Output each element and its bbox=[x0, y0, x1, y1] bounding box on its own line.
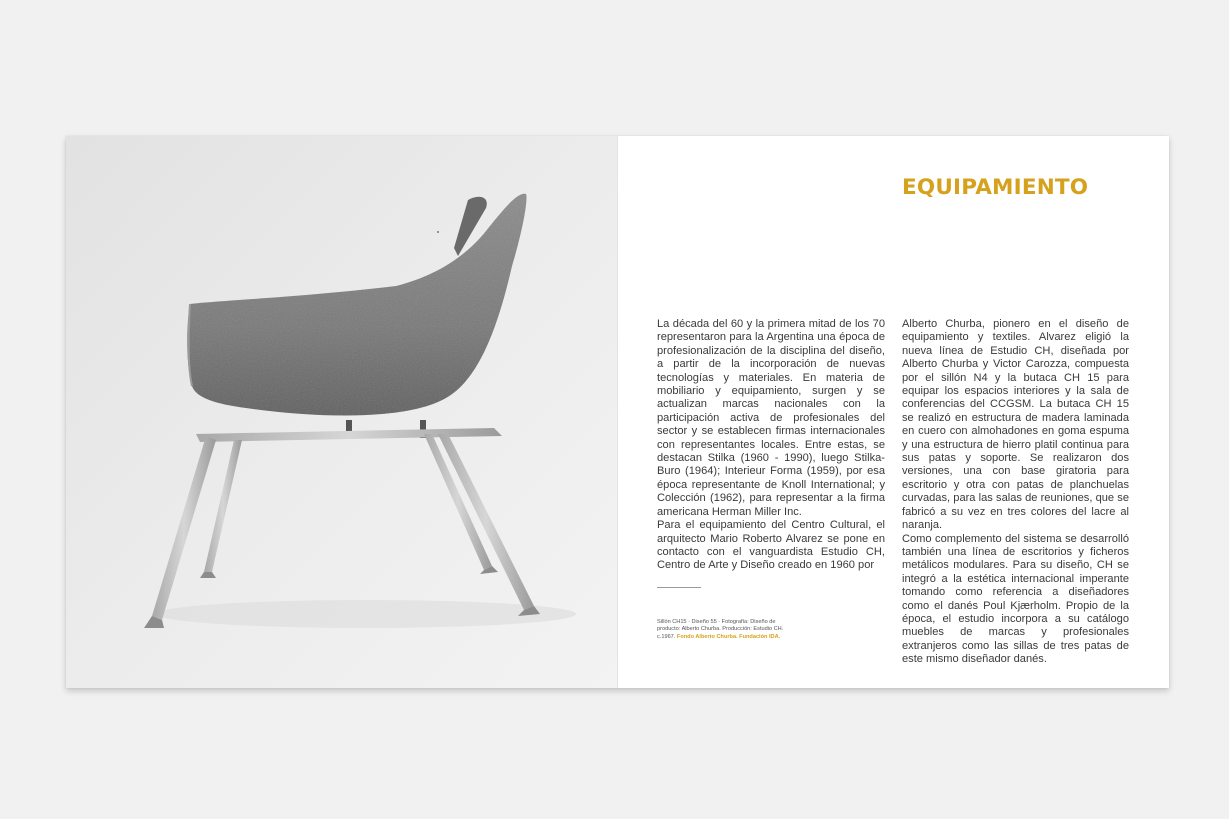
page-title: EQUIPAMIENTO bbox=[902, 175, 1089, 200]
body-column-right bbox=[902, 318, 1129, 667]
body-column-left bbox=[657, 318, 885, 573]
body-paragraph: Para el equipamiento del Centro Cultural, el arquitecto Mario Roberto Alvarez se pone en contacto con el vanguardista Estudio CH, Centro de Arte y Diseño creado en 1960 por bbox=[657, 519, 885, 572]
caption-divider bbox=[657, 587, 701, 588]
book-spread bbox=[66, 136, 1169, 688]
chair-photo bbox=[66, 136, 617, 688]
body-paragraph: La década del 60 y la primera mitad de los 70 representaron para la Argentina una época de profesionalización de la disciplina del diseño, a partir de la incorporación de nuevas tecnologías y materiales. En materia de mobiliario y equipamiento, surgen y se actualizan marcas nacionales con la participación activa de profesionales del sector y se establecen firmas internacionales con representantes locales. Entre estas, se destacan Stilka (1960 - 1990), luego Stilka-Buro (1964); Interieur Forma (1959), por esa época representante de Knoll International; y Colección (1962), para representar a la firma americana Herman Miller Inc. bbox=[657, 318, 885, 518]
photo-caption bbox=[657, 619, 797, 641]
caption-credit: Fondo Alberto Churba. Fundación IDA. bbox=[676, 633, 781, 640]
body-paragraph: Como complemento del sistema se desarrolló también una línea de escritorios y ficheros metálicos modulares. Para su diseño, CH se integró a la estética internacional imperante tomando como referencia a diseñadores como el danés Poul Kjærholm. Propio de la época, el estudio incorpora a su catálogo muebles de marcas y profesionales extranjeros como las sillas de tres patas de este mismo diseñador danés. bbox=[902, 532, 1129, 666]
body-paragraph: Alberto Churba, pionero en el diseño de equipamiento y textiles. Alvarez eligió la nueva línea de Estudio CH, diseñada por Alberto Churba y Victor Carozza, compuesta por el sillón N4 y la butaca CH 15 para equipar los espacios interiores y la sala de conferencias del CCGSM. La butaca CH 15 se realizó en estructura de madera laminada en cuero con almohadones en goma espuma y una estructura de hierro platil continua para sus patas y soporte. Se realizaron dos versiones, una con base giratoria para escritorio y otra con patas de planchuelas curvadas, para las salas de reuniones, que se fabricó a su vez en tres colores del lacre al naranja. bbox=[902, 318, 1129, 532]
caption-text: Sillón CH15 · Diseño 55 · Fotografía: Diseño de producto: Alberto Churba. Producción: Estudio CH. c.1967. bbox=[657, 619, 784, 640]
page-gutter bbox=[617, 136, 618, 688]
chair-illustration bbox=[66, 136, 617, 688]
